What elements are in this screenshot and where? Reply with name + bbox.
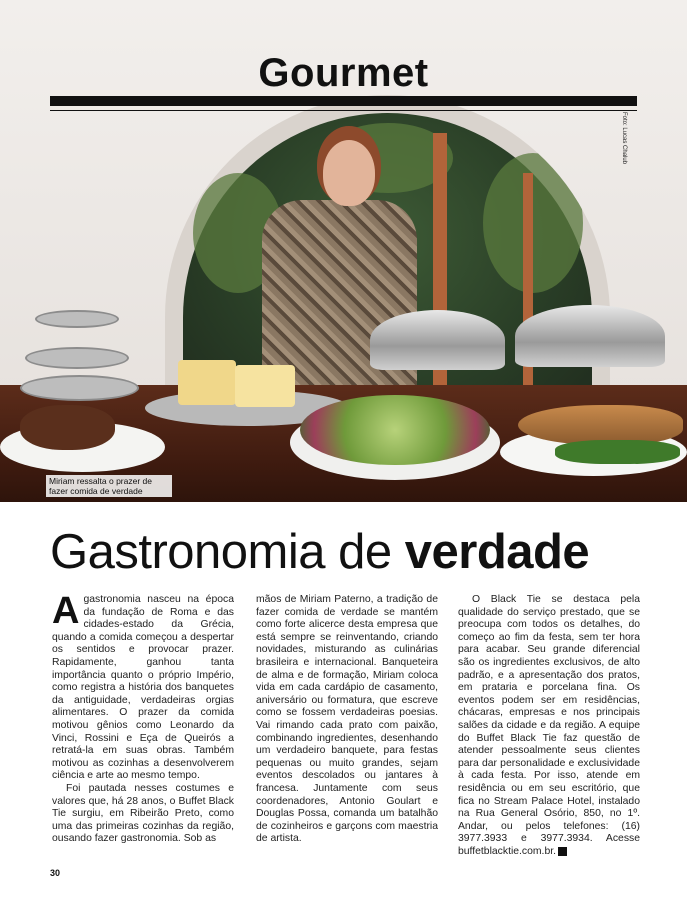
article-column-1 (52, 594, 234, 864)
photo-stand-tier (25, 347, 129, 369)
photo-credit: Foto: Lucas Chalub (621, 112, 627, 165)
photo-cheese (178, 360, 236, 405)
photo-stand-tier (20, 375, 139, 401)
photo-ivy (483, 153, 583, 293)
paragraph-text: gastronomia nasceu na época da fundação de Roma e das cidades-estado da Grécia, quando a comida começou a despertar os sentidos e provocar prazer. Rapidamente, ganhou tanta importância quanto o próprio Império, como registra a história dos banquetes da antiguidade, verdadeiras orgias alimentares. O prazer da comida motivou gênios como Leonardo da Vinci, Rossini e Eça de Queirós a retratá-la em suas obras. Também motivou as cozinhas a desenvolverem ciência e arte ao mesmo tempo. (52, 594, 234, 782)
page-number: 30 (50, 868, 61, 878)
paragraph (458, 594, 640, 858)
photo-stand-tier (35, 310, 119, 328)
paragraph: Foi pautada nesses costumes e valores que, há 28 anos, o Buffet Black Tie surgiu, em Ribeirão Preto, como uma das primeiras cozinhas da região, ousando fazer gastronomia. Sob as (52, 782, 234, 845)
paragraph-text: O Black Tie se destaca pela qualidade do serviço prestado, que se preocupa com todos os detalhes, do começo ao fim da festa, sem ter hora para acabar. Seu grande diferencial são os ingredientes exclusivos, de alto padrão, e a apresentação dos pratos, em prataria e porcelana fina. Os eventos podem ser em residências, chácaras, empresas e nos principais salões da cidade e da região. A equipe do Buffet Black Tie faz questão de atender pessoalmente seus clientes para dar personalidade e exclusividade à cada festa. Por isso, atende em residência ou em seu escritório, que fica no Stream Palace Hotel, instalado na Rua General Osório, 850, no 1º. Andar, ou pelos telefones: (16) 3977.3933 e 3977.3934. Acesse buffetblacktie.com.br. (458, 594, 640, 857)
photo-fish (518, 405, 683, 445)
photo-caption: Miriam ressalta o prazer de fazer comida de verdade (46, 475, 172, 497)
section-title-rule (50, 110, 637, 111)
photo-meat (20, 405, 115, 450)
article-column-3 (458, 594, 640, 864)
drop-cap: A (52, 594, 80, 632)
paragraph: mãos de Miriam Paterno, a tradição de fazer comida de verdade se mantém como forte alicerce desta empresa que está sempre se reinventando, criando novidades, misturando as culinárias brasileira e internacional. Banqueteira de alma e de formação, Miriam coloca vida em cada cardápio de casamento, aniversário ou formatura, que escreve como se fossem verdadeiras poesias. Vai rimando cada prato com paixão, combinando ingredientes, desenhando um verdadeiro banquete, para festas pequenas ou muito grandes, sejam eventos descolados ou jantares à francesa. Juntamente com seus coordenadores, Antonio Goulart e Douglas Possa, comanda um batalhão de cozinheiros e garçons com maestria de artista. (256, 594, 438, 845)
section-title: Gourmet (258, 51, 429, 95)
photo-chafing-dish (370, 310, 505, 370)
article-column-2 (256, 594, 438, 864)
section-title-bar (50, 96, 637, 106)
end-mark-icon: R (558, 847, 567, 856)
photo-cheese (235, 365, 295, 407)
headline-light: Gastronomia de (50, 525, 405, 579)
photo-salad (300, 395, 490, 465)
photo-pillar (433, 133, 447, 425)
article-headline (50, 522, 650, 584)
photo-person-head (323, 140, 375, 206)
photo-chafing-dish (515, 305, 665, 367)
photo-broccoli (555, 440, 680, 464)
paragraph (52, 594, 234, 783)
headline-bold: verdade (404, 525, 590, 579)
